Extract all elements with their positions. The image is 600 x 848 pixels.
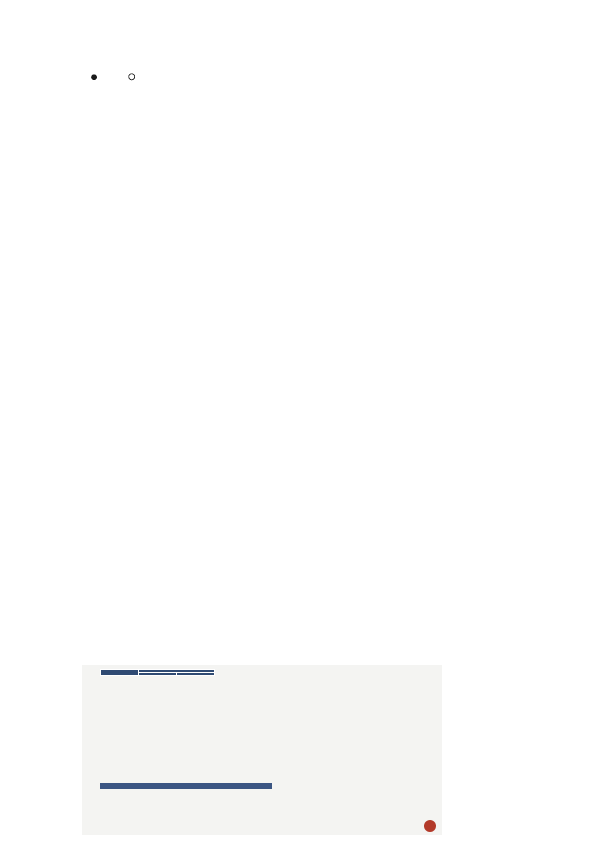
demand-shift-chart: [232, 665, 437, 835]
table-subheader: [177, 673, 215, 676]
table-subheader: [139, 673, 177, 676]
apple-icon: [424, 820, 436, 832]
table-header: [101, 670, 139, 676]
demand-table: [100, 669, 215, 676]
demand-figure: [82, 665, 442, 835]
